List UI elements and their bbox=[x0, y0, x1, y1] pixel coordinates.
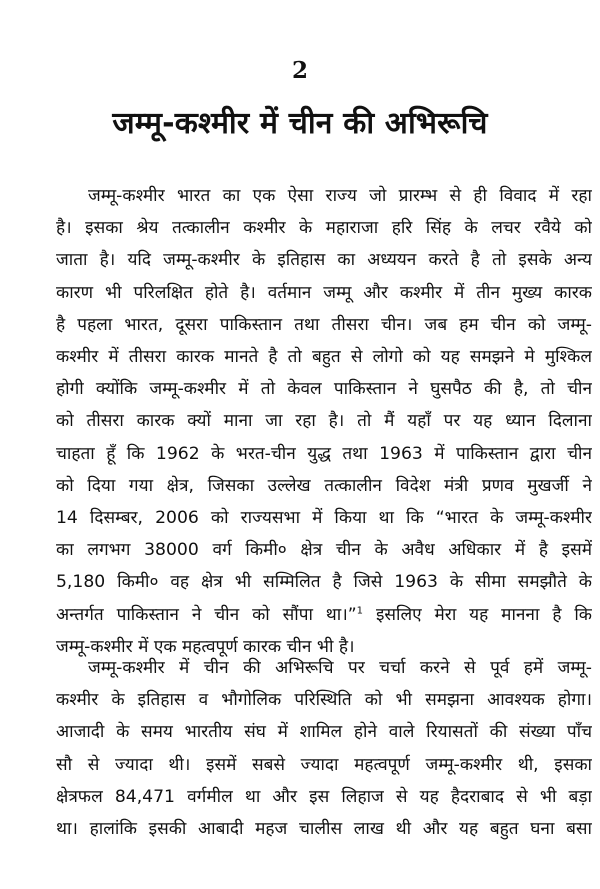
text-line: था। हालांकि इसकी आबादी महज चालीस लाख थी और यह बहुत घना बसा bbox=[56, 819, 592, 840]
text-line: आजादी के समय भारतीय संघ में शामिल होने वाले रियासतों की संख्या पाँच bbox=[56, 722, 592, 743]
text-line: कारण भी परिलक्षित होते है। वर्तमान जम्मू और कश्मीर में तीन मुख्य कारक bbox=[56, 282, 592, 303]
text-line: को दिया गया क्षेत्र, जिसका उल्लेख तत्कालीन विदेश मंत्री प्रणव मुखर्जी ने bbox=[56, 475, 592, 496]
text-line: 5,180 किमी० वह क्षेत्र भी सम्मिलित है जिसे 1963 के सीमा समझौते के bbox=[56, 572, 592, 593]
text-line: कश्मीर में तीसरा कारक मानते है तो बहुत से लोगो को यह समझने मे मुश्किल bbox=[56, 347, 592, 368]
footnote-marker: 1 bbox=[356, 604, 364, 616]
text-line: जाता है। यदि जम्मू-कश्मीर के इतिहास का अध्ययन करते है तो इसके अन्य bbox=[56, 250, 592, 271]
text-line: को तीसरा कारक क्यों माना जा रहा है। तो मैं यहाँ पर यह ध्यान दिलाना bbox=[56, 411, 592, 432]
text-line: चाहता हूँ कि 1962 के भरत-चीन युद्ध तथा 1963 में पाकिस्तान द्वारा चीन bbox=[56, 443, 592, 464]
text-line: जम्मू-कश्मीर भारत का एक ऐसा राज्य जो प्रारम्भ से ही विवाद में रहा bbox=[88, 186, 592, 206]
text-line: है पहला भारत, दूसरा पाकिस्तान तथा तीसरा चीन। जब हम चीन को जम्मू- bbox=[56, 314, 592, 335]
text-line: होगी क्योंकि जम्मू-कश्मीर में तो केवल पाकिस्तान ने घुसपैठ की है, तो चीन bbox=[56, 379, 592, 400]
text-line: क्षेत्रफल 84,471 वर्गमील था और इस लिहाज से यह हैदराबाद से भी बड़ा bbox=[56, 786, 592, 807]
text-segment: अन्तर्गत पाकिस्तान ने चीन को सौंपा था।” bbox=[56, 604, 357, 625]
chapter-title: जम्मू-कश्मीर में चीन की अभिरूचि bbox=[112, 106, 488, 141]
chapter-number: 2 bbox=[291, 57, 308, 84]
text-line: जम्मू-कश्मीर में चीन की अभिरूचि पर चर्चा करने से पूर्व हमें जम्मू- bbox=[88, 658, 592, 678]
text-line: सौ से ज्यादा थी। इसमें सबसे ज्यादा महत्वपूर्ण जम्मू-कश्मीर थी, इसका bbox=[56, 754, 592, 775]
text-line: 14 दिसम्बर, 2006 को राज्यसभा में किया था कि “भारत के जम्मू-कश्मीर bbox=[56, 508, 592, 529]
text-line: है। इसका श्रेय तत्कालीन कश्मीर के महाराजा हरि सिंह के लचर रवैये को bbox=[56, 218, 592, 239]
text-line: का लगभग 38000 वर्ग किमी० क्षेत्र चीन के अवैध अधिकार में है इसमें bbox=[56, 540, 592, 561]
paragraph-1 bbox=[56, 180, 592, 663]
text-line: जम्मू-कश्मीर में एक महत्वपूर्ण कारक चीन भी है। bbox=[56, 636, 355, 657]
text-line: कश्मीर के इतिहास व भौगोलिक परिस्थिति को भी समझना आवश्यक होगा। bbox=[56, 690, 592, 711]
paragraph-2 bbox=[56, 652, 592, 845]
text-segment: इसलिए मेरा यह मानना है कि bbox=[363, 604, 592, 625]
text-line-with-footnote bbox=[56, 599, 592, 631]
